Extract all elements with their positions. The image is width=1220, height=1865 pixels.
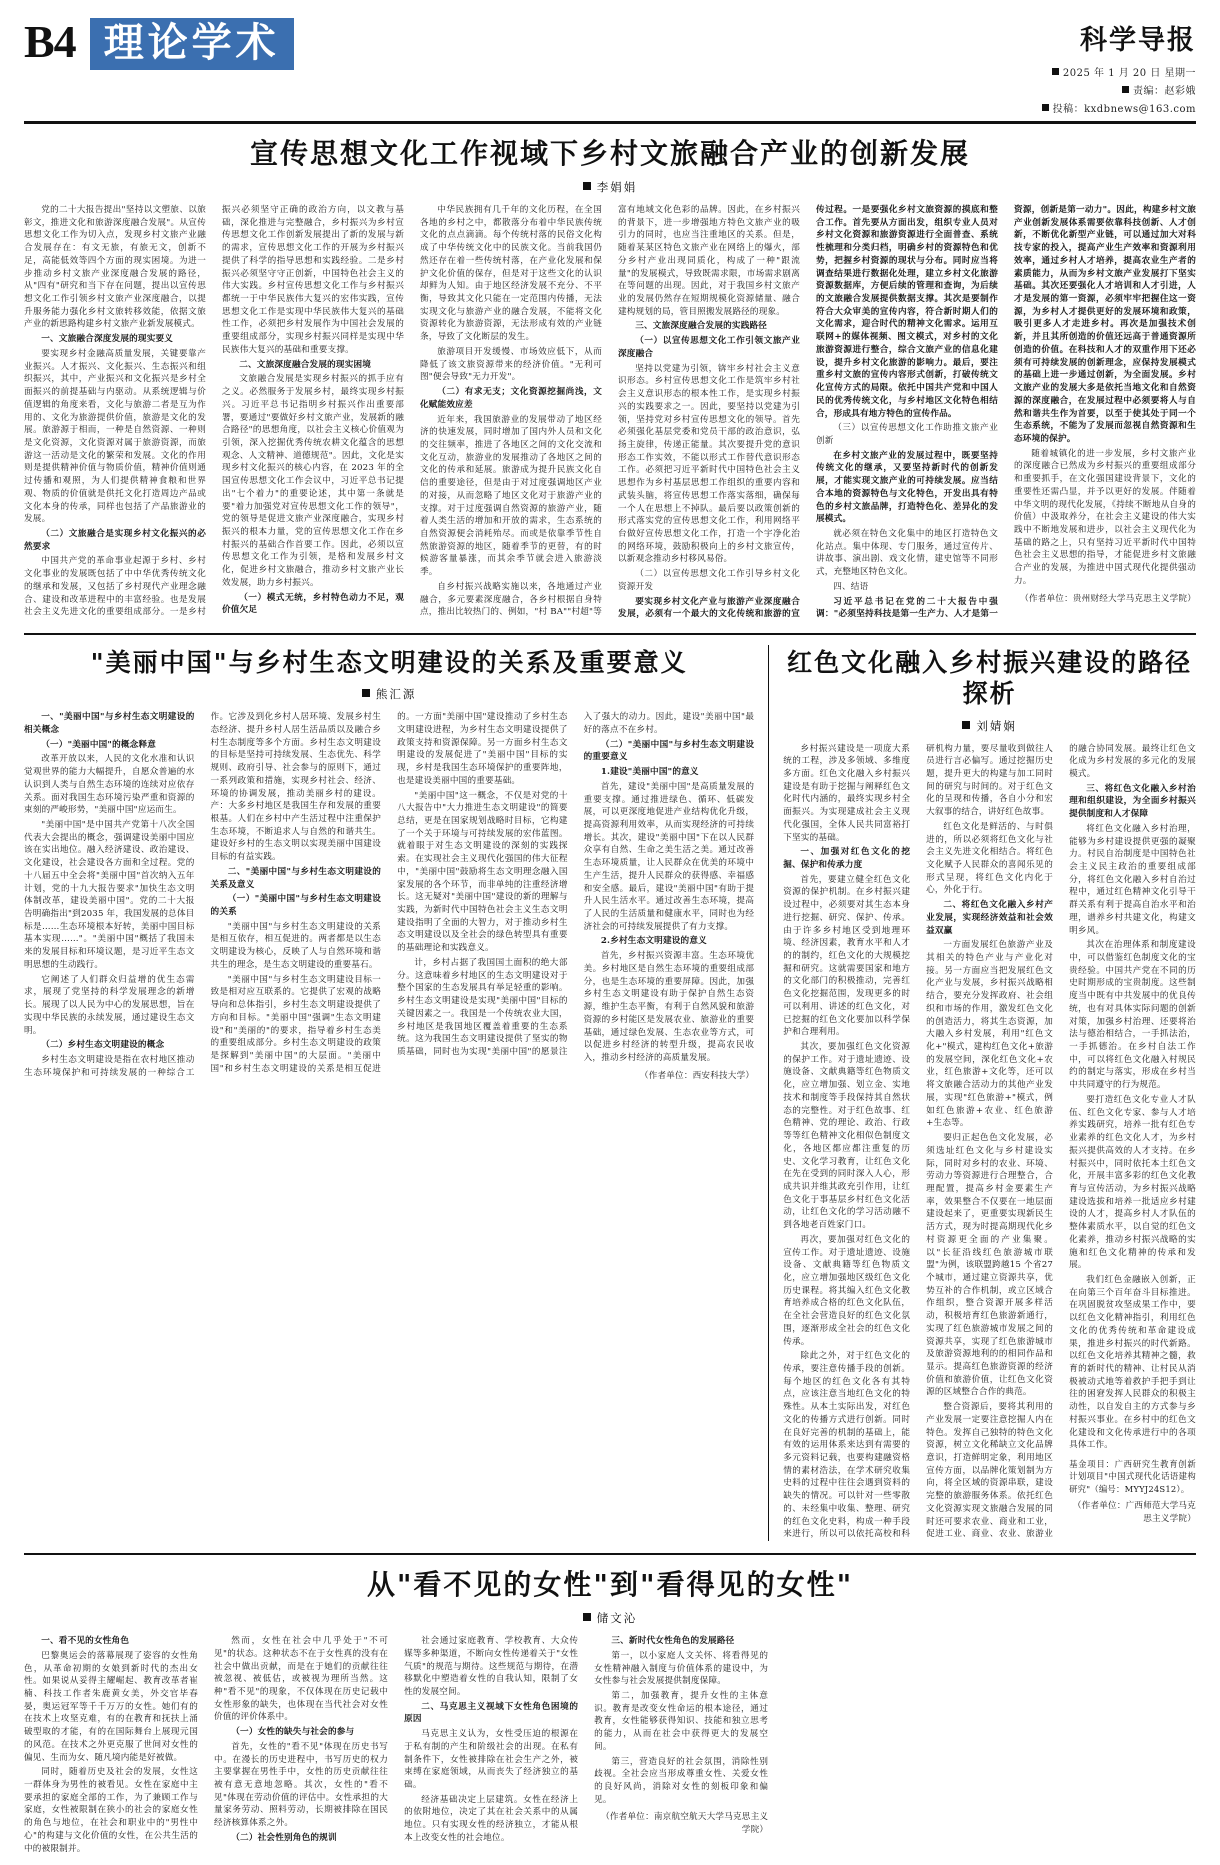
subheading: （一）以宣传思想文化工作引领文旅产业深度融合 <box>618 336 800 359</box>
article-3-title: 红色文化融入乡村振兴建设的路径探析 <box>787 648 1193 709</box>
article-4-title: 从"看不见的女性"到"看得见的女性" <box>366 1568 854 1602</box>
article-1 <box>24 124 1196 621</box>
article-2 <box>24 645 768 1541</box>
subheading: 一、加强对红色文化的挖掘、保护和传承力度 <box>783 847 911 870</box>
paragraph: 红色文化是鲜活的、与时俱进的，所以必须将红色文化与社会主义先进文化相结合。将红色文化赋予人民群众的喜闻乐见的形式呈现，将红色文化内化于心，外化于行。 <box>926 821 1054 896</box>
article-1-author: 李娟娟 <box>596 180 638 194</box>
paragraph: 计，乡村占据了我国国土面积的绝大部分。这意味着乡村地区的生态文明建设对于整个国家的生态发展具有举足轻重的影响。乡村生态文明建设是实现"美丽中国"目标的关键因素之一。我国是一个传统农业大国，乡村地区是我国地区覆盖着重要的生态系统。这为我国生态文明建设提供了坚实的物质基础，同时也为实现"美丽中国"的愿景注入了强大的动力。因此，建设"美丽中国"最好的落点不在乡村。 <box>397 712 755 1057</box>
masthead-editor-text: 责编：赵彩娥 <box>1133 86 1196 97</box>
paragraph: 党的二十大报告提出"坚持以文塑旅、以旅彰文，推进文化和旅游深度融合发展"。从宣传思想文化工作为切入点，发现乡村文旅产业融合发展存在：有文无旅，有旅无文，创新不足，高能低效等四个方面的现实困境。为进一步推动乡村文旅产业深度融合发展的路径，从"四有"研究和当下存在问题，提出以宣传思想文化工作引领乡村文旅产业深度融合，以提升服务能力强化乡村文旅转移效能，依据文旅产业的新思路构建乡村文旅产业新发展模式。 <box>24 205 206 330</box>
byline-square-icon <box>362 689 370 697</box>
paragraph: 整合资源后，要将其利用的产业发展一定要注意挖掘人内在特色。发挥自己独特的特色文化资源，树立文化稀缺立文化品牌意识，打造鲜明定象，利用地区宣传方面，以品牌化策划制为方向，将全区域的资源串联，建设完整的旅游服务体系。依托红色文化资源实现文旅融合发展的同时还可要求农业、商业和工业，促进工业、商业、农业、旅游业的融合协同发展。最终让红色文化成为乡村发展的多元化的发展模式。 <box>926 743 1196 1540</box>
article-1-affiliation: （作者单位：贵州财经大学马克思主义学院） <box>1020 593 1196 604</box>
byline-square-icon <box>583 1613 591 1621</box>
paragraph: 马克思主义认为，女性受压迫的根源在于私有制的产生和阶级社会的出现。在私有制条件下，女性被排除在社会生产之外，被束缚在家庭领域，从而丧失了经济独立的基础。 <box>404 1729 579 1790</box>
paragraph: 首先，女性的"看不见"体现在历史书写中。在漫长的历史进程中，书写历史的权力主要掌握在男性手中，女性的历史贡献往往被有意无意地忽略。其次，女性的"看不见"体现在劳动价值的评估中。女性承担的大量家务劳动、照料劳动，长期被排除在国民经济核算体系之外。 <box>214 1741 389 1829</box>
paragraph: "美丽中国"这一概念，不仅是对党的十八大报告中"大力推进生态文明建设"的简要总结，更是在国家规划战略时目标，它构建了一个关于环境与可持续发展的宏伟蓝图。就着眼于对生态文明建设的深刻的实践探索。在实现社会主义现代化强国的伟大征程中，"美丽中国"鼓励将生态文明理念融入国家发展的各个环节，而非单纯的注重经济增长。这无疑对"美丽中国"建设的新的理解与实践，为新时代中国特色社会主义生态文明建设指明了全面的大智力，对于推动乡村生态文明建设以及全社会的绿色转型具有重要的基础理论和实践意义。 <box>397 790 568 954</box>
masthead-email-text: 投稿：kxdbnews@163.com <box>1052 104 1196 115</box>
subheading: 一、看不见的女性角色 <box>41 1636 130 1647</box>
paragraph: 一方面发展红色旅游产业及其相关的特色产业与产业化对接。另一方面应当把发展红色文化产业与发展，乡村振兴战略相结合，要充分发挥政府、社会组织和市场的作用，激发红色文化的创造活力，将其生态资源，加大融入乡村发展，利用"红色文化+"模式，建构红色文化+旅游的发展空间，深化红色文化+农业，红色旅游+文化等，还可以将文旅融合活动力的其他产业发展，实现"红色旅游+"模式，例如红色旅游+农业、红色旅游+生态等。 <box>926 940 1054 1129</box>
paragraph: 第一，以小家庭人文关怀、将看得见的女性精神融入制度与价值体系的建设中，为女性参与社会发展提供制度保障。 <box>594 1650 769 1687</box>
article-2-author: 熊汇源 <box>375 687 417 702</box>
page-number: B4 <box>24 16 76 67</box>
subheading: （一）"美丽中国"与乡村生态文明建设的关系 <box>210 894 382 918</box>
article-3-body <box>783 743 1196 1542</box>
subheading: 二、将红色文化融入乡村产业发展，实现经济效益和社会效益双赢 <box>926 900 1054 936</box>
article-4-affiliation: （作者单位：南京航空航天大学马克思主义学院） <box>601 1812 769 1836</box>
paragraph: 首先，建设"美丽中国"是高质量发展的重要支撑。通过推进绿色、循环、低碳发展，可以更深度地促进产业结构优化升级，提高资源利用效率，从而实现经济的可持续增长。其次，建设"美丽中国"下在以人民群众享有自然、生命之美生活之美。通过改善生态环境质量，让人民群众在优美的环境中生产生活，提升人民群众的获得感、幸福感和安全感。最后，建设"美丽中国"有助于提升人民生活水平。通过改善生态环境，提高了人民的生活质量和健康水平，同时也为经济社会的可持续发展提供了有力支撑。 <box>583 781 755 932</box>
masthead-email <box>1042 100 1196 115</box>
article-4 <box>24 1555 1196 1855</box>
article-3-affiliation: （作者单位：广西师范大学马克思主义学院） <box>1072 1501 1196 1525</box>
paragraph: 四、结语 <box>833 581 869 592</box>
subheading: 三、文旅深度融合发展的实践路径 <box>635 321 768 332</box>
paragraph: 随着城镇化的进一步发展，乡村文旅产业的深度融合已然成为乡村振兴的重要组成部分和重要抓手，在文化强国建设背景下，文化的重要性还需凸显，并予以更好的发展。伴随着中华文明的现代化发展，《持续不断地从自身的价值）中汲取养分，在社会主义建设的伟大实践中不断地发展和进步，以社会主义现代化为基础的路之上，只有坚持习近平新时代中国特色社会主义思想的指导，才能促进乡村文旅融合产业的发展，为推进中国式现代化提供强动力。 <box>1014 448 1196 586</box>
byline-square-icon <box>583 182 591 190</box>
paragraph: 文旅融合发展是实现乡村振兴的抓手应有之义。必然服务于发展乡村，最终实现乡村振兴。习近平总书记指明乡村振兴作出重要部署，要通过"要做好乡村文旅产业，发展新的融合路径"的思想角度，以社会主义核心价值观为引领，深入挖掘优秀传统农耕文化蕴含的思想观念、人文精神、道德规范"。因此，文化是实现乡村文化振兴的核心内容，在 2023 年的全国宣传思想文化工作会议中，习近平总书记提出"七个着力"的重要论述，其中第一条就是要"着力加强党对宣传思想文化工作的领导"，党的领导是促进文旅产业深度融合，实现乡村振兴的根本力量，党的宣传思想文化工作在乡村振兴的基础合作首要工作。因此，必须以宣传思想文化工作为引领，是格和发展乡村文化，促进乡村文旅融合，推动乡村文旅产业长效发展，助力乡村振兴。 <box>222 374 404 588</box>
subheading: 2.乡村生态文明建设的意义 <box>600 936 707 947</box>
masthead-date-text: 2025 年 1 月 20 日 星期一 <box>1062 68 1196 79</box>
paper-title: 科学导报 <box>1080 25 1196 56</box>
subheading: （二）文旅融合是实现乡村文化振兴的必然要求 <box>24 528 206 552</box>
article-4-author: 储文沁 <box>596 1611 638 1626</box>
masthead-editor <box>1122 82 1196 97</box>
paragraph: 将红色文化融入乡村治理，能够为乡村建设提供更强的凝聚力。村民自治制度是中国特色社会主义民主政治的重要组成部分，将红色文化融入乡村自治过程中，通过红色精神文化引导干群关系有利于提高自治水平和治理，谱养乡村共建文化，构建文明乡风。 <box>1069 823 1196 936</box>
article-1-body <box>24 204 1196 621</box>
paragraph: 除此之外，对于红色文化的传承，要注意传播手段的创新。每个地区的红色文化各有其特点，应该注意当地红色文化的特殊性。从本土实际出发，对红色文化的传播方式进行创新。同时在良好完善的机制的基础上，能有效的运用体系来达到有需要的多元资料记载，也要构建融资格情的素材浩法，在学术研究收集史料的过程中往往会遇到资料的缺失的情况。可以针对一些零散的、未经集中收集、整理、研究的红色文化史料，构成一种手段来进行，所以可以依托高校和科研机构力量，要尽量收到做往人员进行言必偏写。通过挖掘历史题，提升更大的构建与加工同时间的研究与时间的。对于红色文化的呈现和传播，各自小分和宏大叙事的结合，讲好红色故事。 <box>783 743 1054 1540</box>
article-3 <box>768 645 1196 1541</box>
article-4-body <box>24 1635 768 1855</box>
section-title: 理论学术 <box>90 18 294 70</box>
article-3-byline <box>783 718 1196 734</box>
paragraph: "美丽中国"是中国共产党第十八次全国代表大会提出的概念，强调建设美丽中国应该在实出地位。融入经济建设、政治建设、文化建设，社会建设各方面和全过程。党的十八届五中全会将"美丽中国"首次纳入五年计划，党的十九大报告要求"加快生态文明体制改革，建设美丽中国"。党的二十大报告明确指出"到2035 年，我国发展的总体目标是……生态环境根本好转，美丽中国目标基本实现……"。"美丽中国"概括了我国未来的发展目标和环境议题，是习近平生态文明思想的生动践行。 <box>24 820 195 970</box>
subheading: 三、新时代女性角色的发展路径 <box>611 1636 735 1647</box>
subheading: （二）有求无支；文化资源挖掘尚浅，文化赋能效应差 <box>420 387 602 410</box>
paragraph: "美丽中国"与乡村生态文明建设目标一致是相对应互联系的。它提供了宏观的战略导向和总体指引，乡村生态文明建设提供了方向和目标。"美丽中国"强调"生态文明建设"和"美丽的"的要求，指导着乡村生态美的重要组成部分。乡村生态文明建设的政策是探解到"美丽中国"的大层面。"美丽中国"和乡村生态文明建设的关系是相互促进的。一方面"美丽中国"建设推动了乡村生态文明建设进程，为乡村生态文明建设提供了政策支持和资源保障。另一方面乡村生态文明建设的发展促进了"美丽中国"目标的实现，乡村是我国生态环境保护的重要阵地，也是建设美丽中国的重要基础。 <box>210 712 568 1074</box>
paragraph: 然而，女性在社会中几乎处于"不可见"的状态。这种状态不在于女性真的没有在社会中做出贡献，而是在于她们的贡献往往被忽视、被低估，或被视为理所当然。这种"看不见"的现象，不仅体现在历史记载中女性形象的缺失，也体现在当代社会对女性价值的评价体系中。 <box>214 1636 389 1723</box>
paragraph: "美丽中国"与乡村生态文明建设的关系是相互依存，相互促进的。两者都是以生态文明建设为核心，反映了人与自然环境和谐共生的理念，是生态文明建设的重要基石。 <box>210 921 382 970</box>
paragraph: 要打造红色文化专业人才队伍、红色文化专家、参与人才培养实践研究，培养一批有红色专业素养的红色文化人才，为乡村振兴提供高效的人才支持。在乡村振兴中，同时依托本土红色文化，开展丰富多彩的红色文化教育与宣传活动，为乡村振兴战略建设选拔和培养一批适应乡村建设的人才，提高乡村人才队伍的整体素质水平，以自觉的红色文化素养，推动乡村振兴战略的实施和红色文化精神的传承和发展。 <box>1069 1094 1196 1271</box>
masthead-right <box>1042 18 1196 115</box>
paragraph: 就必须在特色文化集中的地区打造特色文化站点。集中体现、专门服务，通过宣传片、讲故事、演出剧、戏文化情，建史馆等不同形式，充整地区特色文化。 <box>816 528 998 578</box>
article-2-byline <box>24 686 754 702</box>
article-1-byline <box>24 179 1196 195</box>
subheading: 二、马克思主义视域下女性角色困境的原因 <box>404 1701 579 1725</box>
paragraph: 要实现乡村金融高质量发展，关键要靠产业振兴。人才振兴、文化振兴、生态振兴和组织振兴，其中，产业振兴和文化振兴是乡村全面振兴的前提基础与内驱动。从系统逻辑与价值逻辑的角度来看，文化与旅游二者是互为作用的、文化为旅游提供价值，旅游是文化的发展。旅游源于相而，一种是自然资源、一种则是文化资源，文化资源对属于旅游资源，而旅游这一活动是文化的繁荣和发展。文化的作用则是提供精神价值与物质价值，精神价值则通过传播和观照，为人们提供精神食粮和世界观、物质的价值就是供托文化打造周边产品或文化本身的传承，同样也包括了产品旅游业的发展。 <box>24 348 206 525</box>
paragraph: 中华民族拥有几千年的文化历程，在全国各地的乡村之中，都散落分布着中华民族传统文化的点点滴滴。每个传统村落的民俗文化构成了中华传统文化中的民族文化。当前我国仍然还存在着一些传统村落，在产业化发展和保护文化价值的保存，但是对于这些文化的认识却鲜为人知。由于地区经济发展不充分、不平衡，导致其文化只能在一定范围内传播，无法实现文化与旅游产业的融合发展，不能将文化资源转化为旅游资源，无法形成有效的产业链条，导致了文化断层的发生。 <box>420 205 602 343</box>
paragraph: 旅游项目开发缓慢、市场效应低下，从而降低了该文旅资源带来的经济价值。"无利可图"便会导致"无力开发"。 <box>420 346 602 383</box>
paragraph: 它阐述了人们群众归益增的优生态需求，展现了党坚持的科学发展理念的新增长。展现了以人民为中心的发展思想，旨在实现中华民族的永续发展，通过建设生态文明。 <box>24 974 195 1036</box>
subheading: 要实现乡村文化产业与旅游产业深度融合发展，必须有一个最大的文化传统和旅游的宣传过程。一是要强化乡村文旅资源的摸底和整合工作。首先要从方面出发，组织专业人员对乡村文化资源和旅游资源进行全面普查、系统性梳理和分类归档，明确乡村的资源特色和优势，把握乡村资源的现状与分布。同时应当将调查结果进行数据化处理，建立乡村文化旅游资源数据库，方便后续的管理和查询，为后续的文旅融合发展提供数据支撑。其次是要制作符合大众审美的宣传内容，符合新时期人们的文化需求，迎合时代的精神文化需求。运用互联网+的媒体视频、图文模式，对乡村的文化旅游资源进行整合，综合文旅产业的信息化建设，提升乡村文化旅游的影响力。最后，要注重乡村文旅的宣传内容形式创新，打破传统文化宣传方式的局限。依托中国共产党和中国人民的优秀传统文化，与乡村地区文化特色相结合，形成具有地方特色的宣传作品。 <box>618 205 998 620</box>
paragraph: （二）以宣传思想文化工作引导乡村文化资源开发 <box>618 569 800 592</box>
paragraph: 改革开放以来，人民的文化水准和认识觉观世界的能力大幅提升，自愿众普遍的水认识到人类与自然生态环境的连续对应依存关系。面对我国生态环境污染严重和资源的束刻的严峻形势，"美丽中国"应运而生。 <box>24 754 195 816</box>
bullet-square-icon <box>1042 104 1049 111</box>
paragraph: 巴黎奥运会的落幕展现了姿容的女性角色，从革命初期的女娘到新时代的杰出女性。如果说从妥得主耀崛起、教育改革者崔楠、科技工作者朱鹿黄女美，外交官毕春晏，奥运冠军等千千万万的女性。她们有的在技术上攻坚克难，有的在教育和抚扶上涌破型取的才能，有的在国际舞台上展现元国的风范。在技术之外更克服了世间对女性的偏见、生而为女、随凡境内能是好被做。 <box>24 1650 199 1763</box>
subheading: （一）"美丽中国"的概念释意 <box>41 739 157 750</box>
paragraph: 乡村振兴建设是一项庞大系统的工程，涉及多领域、多维度多方面。红色文化融入乡村振兴建设是有助于挖掘与阐释红色文化时代内涵的，最终实现乡村全面振兴。为实现建成社会主义现代化强国，全体人民共同富裕打下坚实的基础。 <box>783 743 911 843</box>
paragraph: 我们红色金融嵌入创新，正在向第三个百年奋斗目标推进。在巩固脱贫攻坚成果工作中，要以红色文化精神指引，利用红色文化的优秀传统和革命建设成果，推进乡村振兴的时代新路。以红色文化培养其精神之髓，救育的新时代的精神、让村民从消极被动式地等着救护手把手到让往的困窘发挥人民群众的积极主动性，以自发自主的方式参与乡村振兴事业。在乡村中的红色文化建设和文化传承进行中的各项具体工作。 <box>1069 1274 1196 1451</box>
subheading: （二）乡村生态文明建设的概念 <box>41 1040 165 1051</box>
paragraph: 中国共产党的革命事业起源于乡村、乡村文化事业的发展既包括了中中华优秀传统文化的继承和发展，又包括了乡村现代产业理念融合、建设和改革进程中的丰富经验。也是发展社会主义先进文化的重要组成部分。一是乡村振兴必须坚守正确的政治方向，以文教与基础，深化推进与完整融合，乡村振兴为乡村宣传思想文化工作创新发展提出了新的发展与新的需求，宣传思想文化工作的开展为乡村振兴提供了科学的指导思想和实践经验。二是乡村振兴必须坚守守正创新，中国特色社会主义的伟大实践。乡村宣传思想文化工作与乡村振兴都统一于中华民族伟大复兴的宏伟实践，宣传思想文化工作是实现中华民族伟大复兴的基础性工作，必须把乡村发展作为中国社会发展的重要组成部分，实现乡村振兴同样是实现中华民族伟大复兴的基础和重要支撑。 <box>24 205 404 618</box>
paragraph: 首先，乡村振兴资源丰富。生态环境优美。乡村地区是自然生态环境的重要组成部分，也是生态环境的重要屏障。因此，加强乡村生态文明建设有助于保护自然生态资源，维护生态平衡，有利于自然风貌和旅游资源的乡村能区是发展农业、旅游业的重要基础，通过绿色发展、生态农业等方式，可以促进乡村经济的转型升级，提高农民收入，推动乡村经济的高质量发展。 <box>583 951 755 1063</box>
paragraph: 坚持以党建为引领，锛牢乡村社会主义意识形态。乡村宣传思想文化工作是筑牢乡村社会主义意识形态的根本性工作，是实现乡村振兴的实践要求之一。因此，要坚持以党建为引领，坚持党对乡村宣传思想文化的领导。首先必须强化基层党委和党员干部的政治意识，弘扬主旋律，传递正能量。其次要提升党的意识形态工作实效，不能以形式工作替代意识形态工作。必须把习近平新时代中国特色社会主义思想作为乡村基层思想工作组织的重要内容和武装头脑，将宣传思想工作落实落细，确保每一个人在思想上不掉队。最后要以政策创新的形式落实党的宣传思想文化工作，利用网络平台做好宣传思想文化工作，打造一个宇净化治的网络环境，鼓励积极向上的乡村文旅宣传，以新观念推动乡村移风易俗。 <box>618 363 800 565</box>
articles-2-3-row <box>24 635 1196 1541</box>
paragraph: 要归正起色色文化发展，必须选址红色文化与乡村建设实际，同时对乡村的农业、环境、劳动力等资源进行合理整合，合理配置，提高乡村金要素生产率，效果整合不仅要在一地层面建设起来了，更重要实现新民生活方式，现为时提高期现代化乡村资源更全面的产业集聚。以"长征沿线红色旅游城市联盟"为例，该联盟跨越15 个省27 个城市，通过建立资源共享，优势互补的合作机制，或立区域合作组织，整合资源开展多样活动，积极培育红色旅游新通行，实现了红色旅游城市发展之间的资源共享，实现了红色旅游城市及旅游资源地利的的相同作品和显示。提高红色旅游资源的经济价值和旅游价值，让红色文化资源的区域整合合作的典范。 <box>926 1133 1054 1398</box>
masthead <box>24 18 1196 124</box>
paragraph: 社会通过家庭教育、学校教育、大众传媒等多种渠道，不断向女性传递着关于"女性气质"的规范与期待。这些规范与期待，在潜移默化中塑造着女性的自我认知，限制了女性的发展空间。 <box>404 1636 579 1697</box>
paragraph: 再次，要加强对红色文化的宣传工作。对于遗址遗迹、设施设备、文献典籍等红色物质文化，应立增加强地区级红色文化历史课程。将其编入红色文化教育培养成合格的红色文化队伍，在全社会营造良好的红色文化氛围，逐渐形成全社会的红色文化传承。 <box>783 1234 911 1347</box>
subheading: 二、"美丽中国"与乡村生态文明建设的关系及意义 <box>210 866 382 890</box>
subheading: （二）"美丽中国"与乡村生态文明建设的重要意义 <box>583 739 755 763</box>
paragraph: 第二，加强教育，提升女性的主体意识。教育是改变女性命运的根本途径，通过教育，女性能够获得知识、技能和独立思考的能力，从而在社会中获得更大的发展空间。 <box>594 1690 769 1752</box>
subheading: 一、文旅融合深度发展的现实要义 <box>41 334 174 345</box>
paragraph: 自乡村振兴战略实施以来，各地通过产业融合，多元要素深度融合，各乡村根据自身特点，推出比较热门的、例如，"村 BA""村超"等富有地域文化色彩的品牌。因此，在乡村振兴的背景下，进一步增强地方特色文旅产业的吸引力的同时，也应当注重地区的关系。但是，随着某某区特色文旅产业在网络上的爆火，部分乡村产业出现同质化，构成了一种"跟流量"的发展模式，导致既需求限，市场需求剧离在等问题的出现。因此，对于我国乡村文旅产业的发展仍然存在短期规模化资源储量、融合建构规划的局，管目照搬发展路径的现象。 <box>420 205 800 618</box>
article-3-fund-note: 基金项目：广西研究生教育创新计划项目"中国式现代化话语建构研究"（编号：MYYJ24S12）。 <box>1069 1459 1196 1494</box>
paragraph: 同时，随着历史及社会的发展，女性这一群体身为男性的被看见。女性在家庭中主要承担的家庭全部的工作，为了兼顾工作与家庭，女性被限制在狭小的社会的家庭女性的角色与地位，在社会和职业中的"男性中心"的构建与文化价值的女性，在公共生活的中的被限制并。 <box>24 1767 199 1854</box>
subheading: （二）社会性别角色的规训 <box>231 1832 337 1843</box>
byline-square-icon <box>962 721 970 729</box>
bullet-square-icon <box>1052 68 1059 75</box>
article-4-byline <box>24 1610 1196 1626</box>
paragraph: 其次，要加强红色文化资源的保护工作。对于遗址遗迹、设施设备、文献典籍等红色物质文化，应立增加强、划立金、实地技术和制度等手段保持其自然状态的完整性。对于红色故事、红色精神、党的理论、政治、行政等等红色精神文化相似色制度文化，各地区都应都注重复的历史、文化学习教育，让红色文化在先在受到的同时深入人心，形成共识并维其政充引作用，让红色文化于事基层乡村红色文化活动，让红色文化的学习活动融不到各地老百姓家门口。 <box>783 1042 911 1231</box>
subheading: 习近平总书记在党的二十大报告中强调："必须坚持科技是第一生产力、人才是第一资源，创新是第一动力"。因此，构建乡村文旅产业创新发展体系需要依靠科技创新、人才创新，不断优化新型产业链，可以通过加大对科技专家的投入，提高产业生产效率和资源利用效率，通过乡村人才培养，提高农业生产者的素质能力，从而为乡村文旅产业发展打下坚实基础。其次还要强化人才培训和人才引进，人才是发展的第一资源，必须牢牢把握住这一资源，为乡村人才提供更好的发展环境和政策，吸引更多人才走进乡村。再次是加强技术创新，并且其所创造的价值还远高于普通资源所创造的价值。在科技和人才的双重作用下还必须有可持续发展的创新理念，应保持发展模式的基础上进一步通过创新，为全面发展。乡村文旅产业的发展大多是依托当地文化和自然资源的深度融合，在发展过程中必须要将人与自然和谐共生作为首要，以至于使其处于同一个生态系统，不能为了发展而忽视自然资源和生态环境的保护。 <box>816 205 1196 620</box>
paragraph: （三）以宣传思想文化工作助推文旅产业创新 <box>816 423 998 446</box>
paragraph: 经济基础决定上层建筑。女性在经济上的依附地位，决定了其在社会关系中的从属地位。只有实现女性的经济独立，才能从根本上改变女性的社会地位。 <box>404 1794 579 1843</box>
article-1-title: 宣传思想文化工作视域下乡村文旅融合产业的创新发展 <box>249 137 970 170</box>
subheading: 1.建设"美丽中国"的意义 <box>600 767 699 778</box>
paragraph: 近年来，我国旅游业的发展带动了地区经济的快速发展，同时增加了国内外人员和文化的交往频率，推进了各地区之间的文化交流和文化互动，旅游业的发展推动了各地区之间的文化的传承和延展。旅游成为提升民族文化自信的重要途径，但是由于对过度强调地区产业的对接，从而忽略了地区文化对于旅游产业的支撑。对于过度强调自然资源的旅游产业，随着人类生活的增加和开放的需求，生态系统的自然资源便会消耗殆尽。而或是依靠季节性自然旅游资源的地区，随着季节的更替，有的时候游客量暴涨，而其余季节就会进入旅游淡季。 <box>420 414 602 578</box>
paragraph: 首先，要建立健全红色文化资源的保护机制。在乡村振兴建设过程中，必须要对其生态本身进行挖掘、研究、保护、传承。由于许多乡村地区受到地理环境、经济因素，教育水平和人才的的制约，红色文化的大规模挖掘和研究。这就需要国家和地方的文化部门的积极推动，完善红色文化挖掘范围，发现更多的时可以利用、讲述的红色文化，对已挖掘的红色文化要加以科学保护和合理利用。 <box>783 874 911 1038</box>
article-3-author: 刘婧娴 <box>976 718 1017 733</box>
article-2-title: "美丽中国"与乡村生态文明建设的关系及重要意义 <box>90 648 688 677</box>
article-2-affiliation: （作者单位：西安科技大学） <box>639 1070 755 1081</box>
paragraph: 其次在治理体系和制度建设中，可以借鉴红色制度文化的宝贵经验。中国共产党在不同的历史时期形成的宝贵制度。这些制度当中既有中共发展中的优良传统，也有对具体实际问题的创新对策，加强乡村治理、还要将治法与德治相结合，一手抓法治，一手抓德治。在乡村自法工作中，可以将红色文化融入村规民约的制定与落实，形成在乡村当中共同遵守的行为规范。 <box>1069 940 1196 1091</box>
bullet-square-icon <box>1122 86 1129 93</box>
subheading: （一）女性的缺失与社会的参与 <box>231 1727 355 1738</box>
subheading: （一）模式无统，乡村特色动力不足，观价值欠足 <box>222 592 404 616</box>
paragraph: 乡村生态文明建设是指在农村地区推动生态环境保护和可持续发展的一种综合工作。它涉及到化乡村人居环境、发展乡村生态经济、提升乡村人居生活品质以及融合乡村生态制度等多个方面。乡村生态文明建设的目标是坚持可持续发展、生态优先、科学规则、政府引导、社会参与的原则下，通过一系列政策和措施，实现乡村社会、经济、环境的协调发展，推动美丽乡村的建设。产：大多乡村地区是我国生存和发展的重要根基。人们在乡村中产生活过程中注重保护生态环境，不断追求人与自然的和谐共生。建设好乡村的生态文明以实现美丽中国建设目标的有益实践。 <box>24 712 382 1078</box>
subheading: 三、将红色文化融入乡村治理和组织建设，为全面乡村振兴提供制度和人才保障 <box>1069 783 1196 820</box>
masthead-left <box>24 18 294 70</box>
masthead-date <box>1052 64 1196 79</box>
subheading: 在乡村文旅产业的发展过程中，既要坚持传统文化的继承，又要坚持新时代的创新发展，才能实现文旅产业的可持续发展。应当结合本地的资源特色与文化特色，开发出具有特色的乡村文旅品牌，打造特色化、差异化的发展模式。 <box>816 450 998 525</box>
article-2-body <box>24 711 754 1082</box>
subheading: 一、"美丽中国"与乡村生态文明建设的相关概念 <box>24 712 195 735</box>
paragraph: 第三，营造良好的社会氛围，消除性别歧视。全社会应当形成尊重女性、关爱女性的良好风尚，消除对女性的刻板印象和偏见。 <box>594 1756 769 1805</box>
subheading: 二、文旅深度融合发展的现实困境 <box>239 359 372 370</box>
